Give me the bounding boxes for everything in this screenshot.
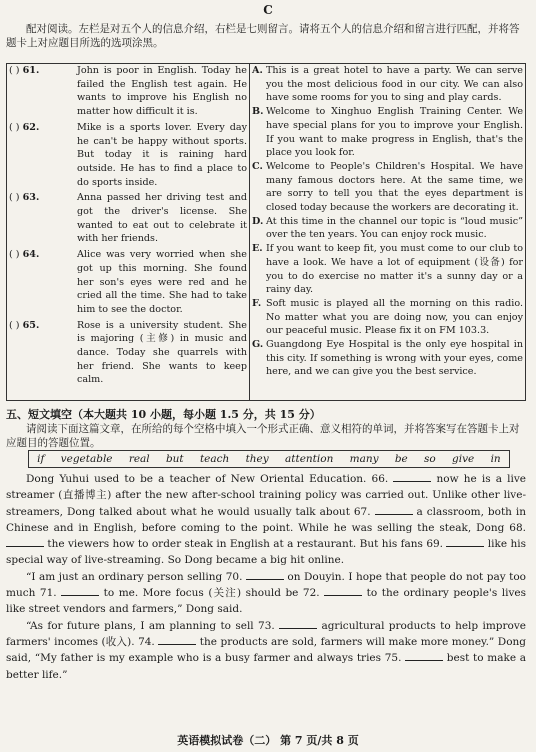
answer-bracket[interactable]: ( ) xyxy=(9,319,20,331)
passage-text: “I am just an ordinary person selling xyxy=(26,570,226,583)
answer-bracket[interactable]: ( ) xyxy=(9,192,20,204)
answer-bracket[interactable]: ( ) xyxy=(9,249,20,261)
word-bank-item: be xyxy=(394,453,408,465)
passage-paragraph xyxy=(6,471,526,569)
answer-blank[interactable] xyxy=(158,634,196,645)
question-text: Rose is a university student. She is majoring (主修) in music and dance. Today she quarrels with her friend. She wants to keep calm. xyxy=(77,319,247,386)
answer-blank[interactable] xyxy=(324,585,362,596)
option-text: Welcome to Xinghuo English Training Center. We have special plans for you to improve your English. If you want to make progress in English, that's the place you look for. xyxy=(266,106,523,159)
option-item xyxy=(252,242,523,297)
answer-blank[interactable] xyxy=(393,471,431,482)
question-text: Anna passed her driving test and got the driver's license. She wanted to eat out to celebrate it with her friends. xyxy=(77,192,247,245)
passage-text: best to make a better life.” xyxy=(6,652,526,681)
word-bank xyxy=(28,450,510,468)
options-column xyxy=(250,64,526,401)
blank-number: 72. xyxy=(302,587,320,600)
answer-bracket[interactable]: ( ) xyxy=(9,65,20,76)
option-text: If you want to keep fit, you must come to our club to have a look. We have a lot of equipment (设备) for you to do exercise no matter it's a sunny day or a rainy day. xyxy=(266,243,523,296)
question-text: John is poor in English. Today he failed the English test again. He wants to improve his English no matter how difficult it is. xyxy=(77,65,247,118)
blank-number: 70. xyxy=(225,570,243,583)
question-number: 62. xyxy=(22,121,40,133)
answer-blank[interactable] xyxy=(6,536,44,547)
question-label xyxy=(9,64,77,119)
option-letter: C. xyxy=(252,160,263,172)
blank-number: 73. xyxy=(258,619,275,632)
question-label xyxy=(9,319,77,388)
word-bank-item: many xyxy=(349,453,379,465)
passage-text: to me. More focus (关注) should be xyxy=(99,587,303,600)
blank-number: 66. xyxy=(371,473,389,485)
option-letter: F. xyxy=(252,297,262,309)
passage-text: like his special way of live-streaming. So Dong became a big hit online. xyxy=(6,538,526,567)
answer-blank[interactable] xyxy=(375,504,413,515)
word-bank-item: teach xyxy=(199,453,230,465)
question-label xyxy=(9,248,77,317)
option-text: Welcome to People's Children's Hospital. We have many famous doctors here. At the same time, we are sorry to tell you that the eyes department is closed today because the workers are decorating it. xyxy=(266,160,523,214)
blank-number: 71. xyxy=(39,587,57,600)
question-text: Mike is a sports lover. Every day he can't be happy without sports. But today it is raining hard outside. He has to find a place to do sports inside. xyxy=(77,121,247,188)
option-item xyxy=(252,160,523,215)
section5-heading: 五、短文填空（本大题共 10 小题，每小题 1.5 分，共 15 分） xyxy=(6,408,321,421)
option-item xyxy=(252,215,523,242)
blank-number: 68. xyxy=(509,521,526,534)
passage-text: on Douyin. I hope that people do not pay too much xyxy=(6,570,526,600)
passage-paragraph xyxy=(6,618,526,683)
option-item xyxy=(252,297,523,338)
question-item xyxy=(9,319,247,388)
page-footer: 英语模拟试卷（二） 第 7 页/共 8 页 xyxy=(177,734,359,747)
answer-blank[interactable] xyxy=(446,536,484,547)
word-bank-item: but xyxy=(165,453,184,465)
answer-bracket[interactable]: ( ) xyxy=(9,121,20,133)
question-number: 63. xyxy=(22,192,40,204)
passage-text: agricultural products to help improve farmers' incomes (收入). xyxy=(6,619,526,648)
question-item xyxy=(9,64,247,119)
blank-number: 75. xyxy=(384,652,402,665)
option-item xyxy=(252,338,523,379)
blank-number: 69. xyxy=(426,538,444,551)
question-label xyxy=(9,121,77,190)
passage-text: a classroom, both in Chinese and in English, before coming to the point. While he was selling the steak, Dong xyxy=(6,505,527,534)
question-item xyxy=(9,248,247,317)
word-bank-item: in xyxy=(490,453,501,465)
word-bank-item: give xyxy=(452,453,475,465)
word-bank-item: vegetable xyxy=(60,453,113,465)
option-text: At this time in the channel our topic is “loud music” over the ten years. You can enjoy rock music. xyxy=(266,215,523,241)
word-bank-item: if xyxy=(37,453,45,465)
question-item xyxy=(9,191,247,246)
cloze-passage xyxy=(6,471,526,683)
option-letter: A. xyxy=(252,65,263,76)
option-text: This is a great hotel to have a party. We can serve you the most delicious food in our city. We can also have some rooms for you to sing and play cards. xyxy=(266,65,523,104)
question-number: 65. xyxy=(22,319,40,331)
passage-text: the products are sold, farmers will make more money.” Dong said, “My father is my example who is a busy farmer and always tries xyxy=(6,635,527,665)
answer-blank[interactable] xyxy=(61,585,99,596)
word-bank-item: attention xyxy=(285,453,334,465)
question-number: 64. xyxy=(22,249,40,261)
question-item xyxy=(9,121,247,190)
passage-text: the viewers how to order steak in English at a restaurant. But his fans xyxy=(44,538,427,551)
option-item xyxy=(252,105,523,160)
option-text: Guangdong Eye Hospital is the only eye hospital in this city. If something is wrong with your eyes, come here, and we can give you the best service. xyxy=(266,339,523,378)
passage-text: Dong Yuhui used to be a teacher of New Oriental Education. xyxy=(26,473,372,485)
passage-text: now he is a live streamer (直播博主) after the new after-school training policy was carried out. Unlike other live-streamers, Dong talked about what he would usually talk about xyxy=(6,473,527,518)
option-letter: G. xyxy=(252,339,264,351)
word-bank-item: so xyxy=(424,453,436,465)
question-number: 61. xyxy=(22,65,40,76)
matching-instructions: 配对阅读。左栏是对五个人的信息介绍，右栏是七则留言。请将五个人的信息介绍和留言进行匹配，并将答题卡上对应题目所选的选项涂黑。 xyxy=(6,23,520,49)
option-letter: D. xyxy=(252,215,264,227)
questions-column xyxy=(7,64,250,401)
section-letter: C xyxy=(263,3,273,17)
option-letter: B. xyxy=(252,106,264,118)
blank-number: 67. xyxy=(353,505,371,518)
passage-text: “As for future plans, I am planning to sell xyxy=(26,619,259,632)
option-text: Soft music is played all the morning on this radio. No matter what you are doing now, you can enjoy our peaceful music. Please fix it on FM 103.3. xyxy=(266,297,523,337)
matching-table xyxy=(6,63,526,401)
question-label xyxy=(9,191,77,246)
blank-number: 74. xyxy=(138,635,155,648)
word-bank-item: real xyxy=(128,453,150,465)
answer-blank[interactable] xyxy=(405,650,443,661)
section5-instructions: 请阅读下面这篇文章，在所给的每个空格中填入一个形式正确、意义相符的单词，并将答案写在答题卡上对应题目的答题位置。 xyxy=(6,423,520,449)
option-item xyxy=(252,64,523,105)
word-bank-item: they xyxy=(245,453,269,465)
question-text: Alice was very worried when she got up this morning. She found her son's eyes were red and he cried all the time. She had to take him to see the doctor. xyxy=(77,249,247,315)
option-letter: E. xyxy=(252,243,263,255)
passage-text: to the ordinary people's lives like street vendors and farmers,” Dong said. xyxy=(6,587,526,616)
passage-paragraph xyxy=(6,569,526,618)
answer-blank[interactable] xyxy=(279,618,317,629)
answer-blank[interactable] xyxy=(246,569,284,580)
